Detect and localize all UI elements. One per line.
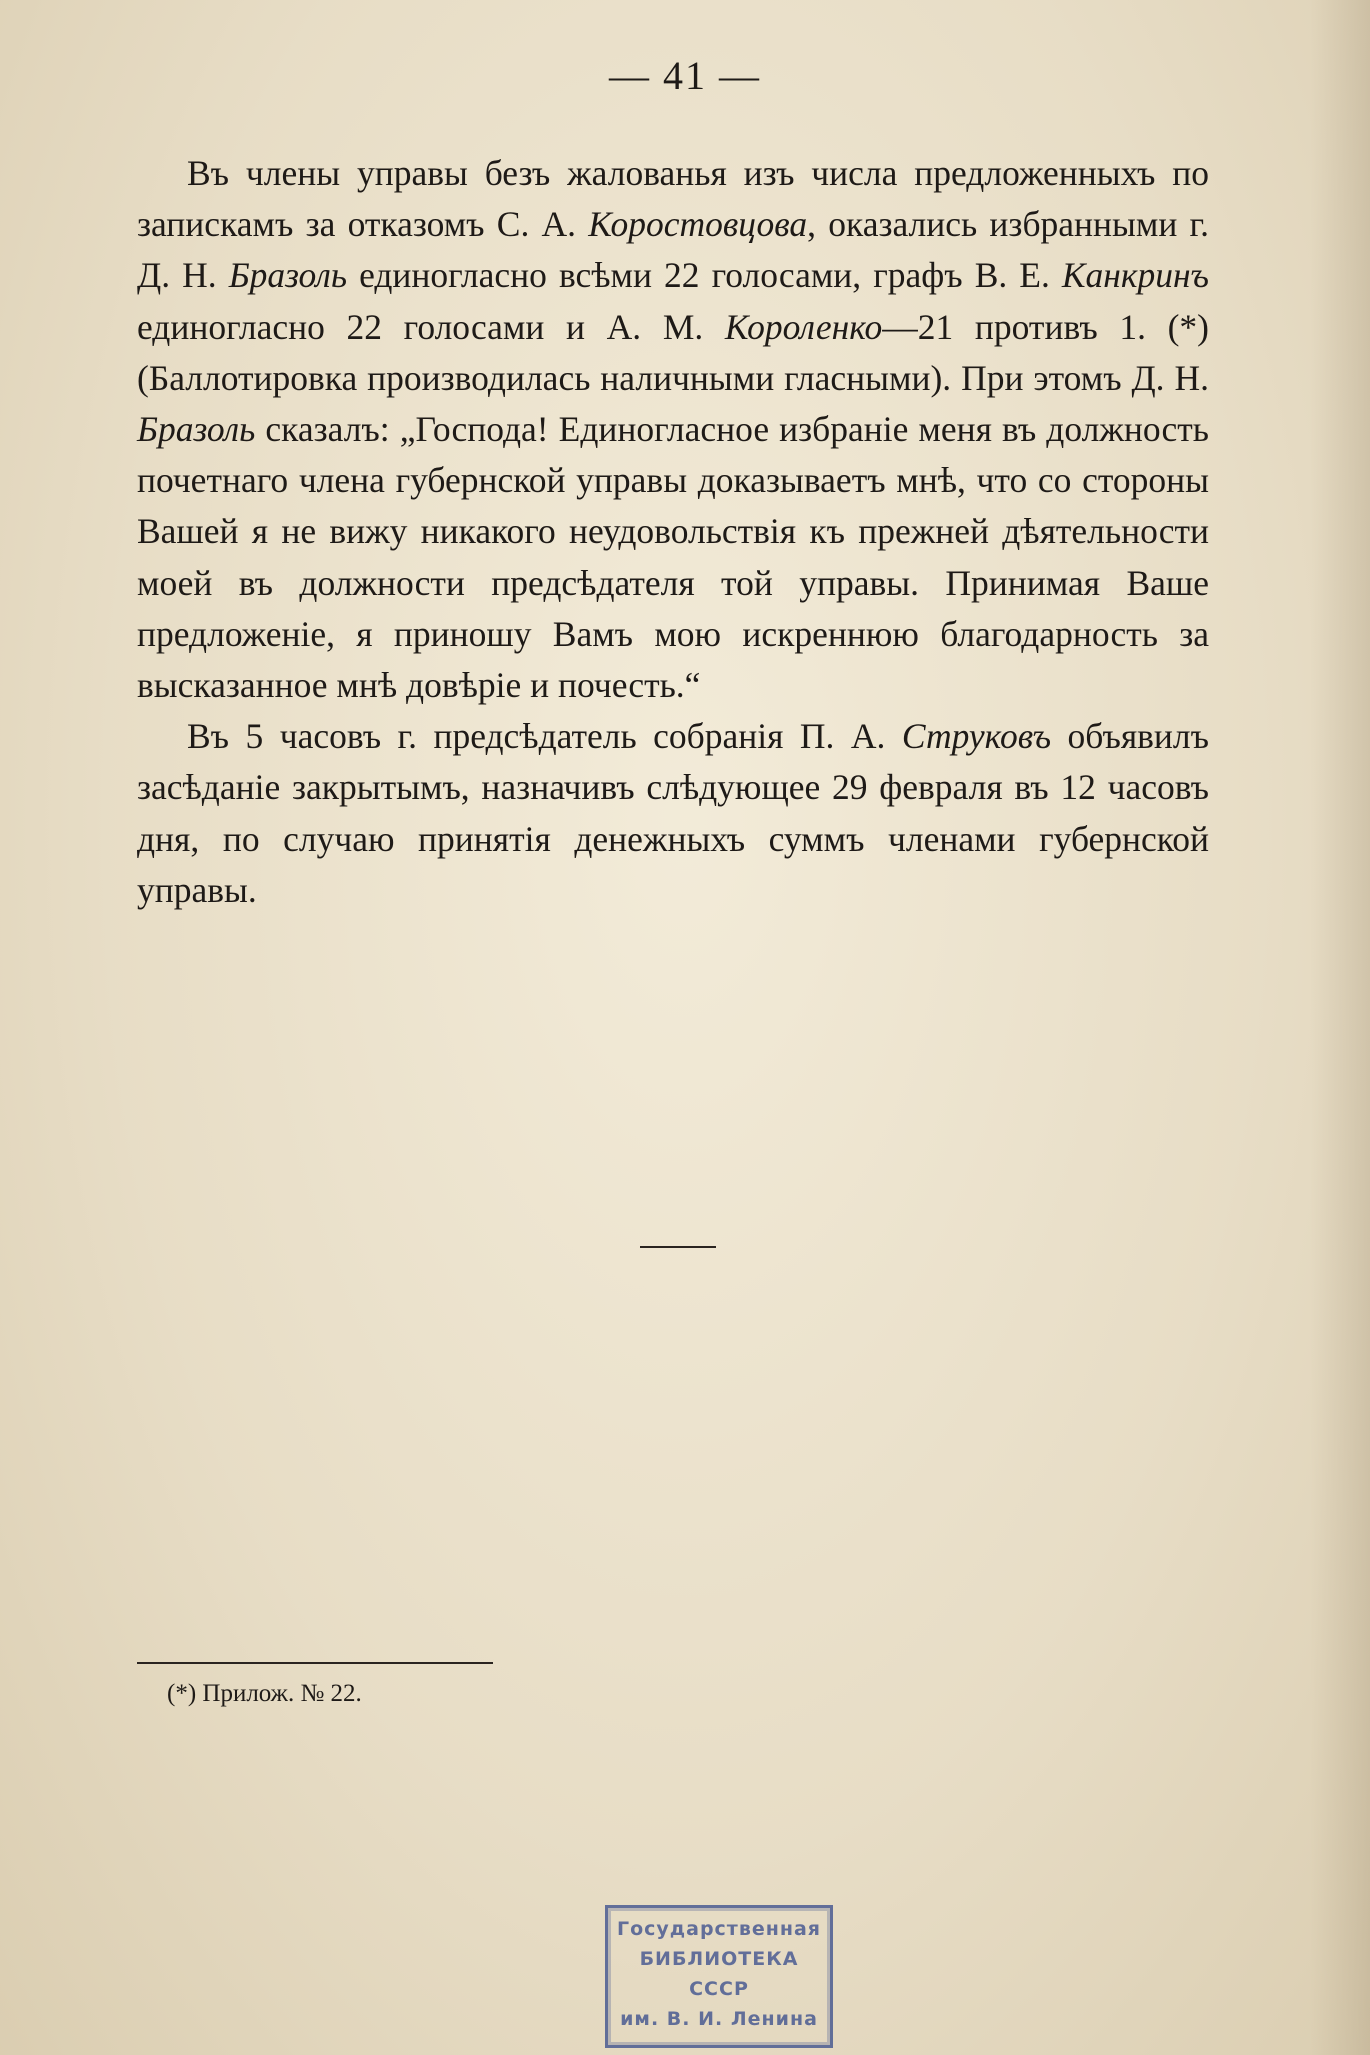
italic-name-run: Канкринъ [1061,255,1209,296]
library-stamp [605,1905,833,2048]
paragraph-2 [137,711,1209,916]
page-number: — 41 — [609,53,761,98]
section-separator [640,1246,716,1248]
stamp-line-3: СССР [689,1978,749,2000]
italic-name-run: Бразоль [137,409,256,450]
page-edge-shadow [1310,0,1370,2055]
text-run: Въ члены управы безъ жалованья изъ числа предложенныхъ по запискамъ за отказомъ С. А. [137,153,1209,245]
text-run: единогласно всѣми 22 голосами, графъ В. Е. [347,255,1062,296]
text-run: единогласно 22 голосами и А. М. [137,306,725,347]
italic-name-run: Короленко [724,306,883,347]
italic-name-run: Струковъ [901,716,1052,757]
text-run: , оказались избранными г. Д. Н. [137,204,1209,296]
stamp-line-4: им. В. И. Ленина [620,2008,818,2030]
text-run: —21 противъ 1. (*) (Баллотировка производилась наличными гласными). При этомъ Д. Н. [137,306,1210,398]
footnote-rule [137,1662,493,1664]
text-run: Въ 5 часовъ г. предсѣдатель собранія П. А. [187,716,902,757]
text-run: сказалъ: „Господа! Единогласное избраніе меня въ должность почетнаго члена губернской управы доказываетъ мнѣ, что со стороны Вашей я не вижу никакого неудовольствія къ прежней дѣятельности моей въ должности предсѣдателя той управы. Принимая Ваше предложеніе, я приношу Вамъ мою искреннюю благодарность за высказанное мнѣ довѣріе и почесть.“ [137,409,1209,706]
paragraph-1 [137,148,1209,711]
stamp-line-1: Государственная [616,1918,822,1940]
italic-name-run: Коростовцова [588,204,808,245]
stamp-line-2: БИБЛИОТЕКА [639,1948,799,1970]
body-text [137,148,1209,916]
italic-name-run: Бразоль [228,255,348,296]
text-run: объявилъ засѣданіе закрытымъ, назначивъ слѣдующее 29 февраля въ 12 часовъ дня, по случаю принятія денежныхъ суммъ членами губернской управы. [137,716,1209,910]
footnote: (*) Прилож. № 22. [167,1680,362,1707]
